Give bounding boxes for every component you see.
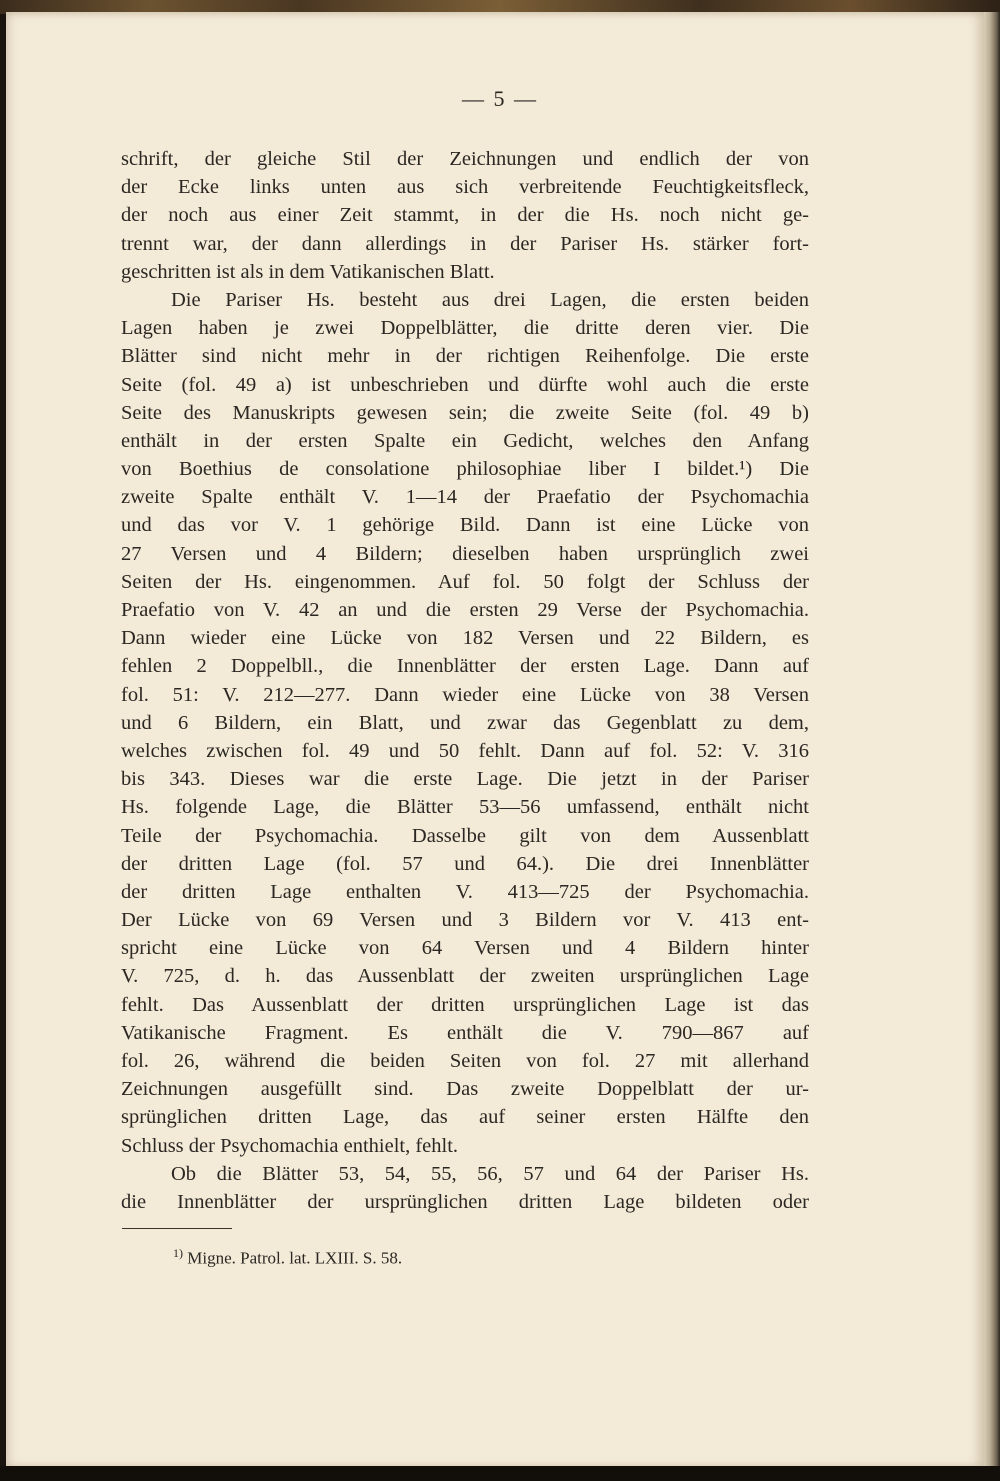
footnote-marker: 1): [173, 1246, 183, 1260]
text-line: der dritten Lage enthalten V. 413—725 der Psychomachia.: [121, 880, 809, 903]
text-line: Seite des Manuskripts gewesen sein; die zweite Seite (fol. 49 b): [121, 401, 809, 424]
text-line: bis 343. Dieses war die erste Lage. Die jetzt in der Pariser: [121, 768, 809, 791]
text-line: spricht eine Lücke von 64 Versen und 4 Bildern hinter: [121, 937, 809, 960]
footnote-text: Migne. Patrol. lat. LXIII. S. 58.: [187, 1248, 403, 1268]
body-text: [121, 145, 809, 1216]
text-line: schrift, der gleiche Stil der Zeichnungen und endlich der von: [121, 148, 809, 170]
text-line: Teile der Psychomachia. Dasselbe gilt von dem Aussenblatt: [121, 824, 809, 847]
text-line: welches zwischen fol. 49 und 50 fehlt. Dann auf fol. 52: V. 316: [121, 739, 809, 762]
text-line: Seiten der Hs. eingenommen. Auf fol. 50 folgt der Schluss der: [121, 570, 809, 593]
text-line: zweite Spalte enthält V. 1—14 der Praefatio der Psychomachia: [121, 486, 809, 509]
text-line: Hs. folgende Lage, die Blätter 53—56 umfassend, enthält nicht: [121, 796, 809, 819]
text-line: der Ecke links unten aus sich verbreitende Feuchtigkeitsfleck,: [121, 176, 809, 199]
text-line: fehlt. Das Aussenblatt der dritten ursprünglichen Lage ist das: [121, 993, 809, 1016]
text-line: Praefatio von V. 42 an und die ersten 29 Verse der Psychomachia.: [121, 599, 809, 621]
text-line: Vatikanische Fragment. Es enthält die V. 790—867 auf: [121, 1021, 809, 1044]
text-line: trennt war, der dann allerdings in der Pariser Hs. stärker fort-: [121, 232, 809, 255]
text-line: sprünglichen dritten Lage, das auf seiner ersten Hälfte den: [121, 1106, 809, 1129]
text-line: Blätter sind nicht mehr in der richtigen Reihenfolge. Die erste: [121, 345, 809, 368]
text-line: die Innenblätter der ursprünglichen dritten Lage bildeten oder: [121, 1190, 809, 1213]
text-line: der dritten Lage (fol. 57 und 64.). Die drei Innenblätter: [121, 852, 809, 875]
text-line: fol. 26, während die beiden Seiten von fol. 27 mit allerhand: [121, 1050, 809, 1072]
text-line: Schluss der Psychomachia enthielt, fehlt.: [121, 1134, 459, 1157]
text-line: Lagen haben je zwei Doppelblätter, die dritte deren vier. Die: [121, 317, 809, 340]
text-line: Der Lücke von 69 Versen und 3 Bildern vor V. 413 ent-: [121, 909, 809, 932]
text-line: Ob die Blätter 53, 54, 55, 56, 57 und 64 der Pariser Hs.: [171, 1162, 809, 1185]
text-line: 27 Versen und 4 Bildern; dieselben haben ursprünglich zwei: [121, 542, 809, 565]
text-line: Dann wieder eine Lücke von 182 Versen und 22 Bildern, es: [121, 627, 809, 650]
text-line: V. 725, d. h. das Aussenblatt der zweiten ursprünglichen Lage: [121, 965, 809, 988]
text-line: und 6 Bildern, ein Blatt, und zwar das Gegenblatt zu dem,: [121, 711, 809, 734]
footnote: [173, 1246, 402, 1269]
text-line: Zeichnungen ausgefüllt sind. Das zweite Doppelblatt der ur-: [121, 1078, 809, 1101]
text-line: geschritten ist als in dem Vatikanischen Blatt.: [121, 260, 495, 283]
book-right-edge: [984, 12, 1000, 1468]
text-line: fehlen 2 Doppelbll., die Innenblätter der ersten Lage. Dann auf: [121, 655, 809, 678]
text-line: der noch aus einer Zeit stammt, in der die Hs. noch nicht ge-: [121, 204, 809, 227]
text-line: und das vor V. 1 gehörige Bild. Dann ist eine Lücke von: [121, 514, 809, 537]
book-bottom-edge: [0, 1466, 1000, 1481]
text-line: Seite (fol. 49 a) ist unbeschrieben und dürfte wohl auch die erste: [121, 373, 809, 396]
text-line: fol. 51: V. 212—277. Dann wieder eine Lücke von 38 Versen: [121, 683, 809, 706]
text-line: Die Pariser Hs. besteht aus drei Lagen, die ersten beiden: [171, 288, 809, 311]
text-line: enthält in der ersten Spalte ein Gedicht, welches den Anfang: [121, 429, 809, 452]
footnote-rule: [122, 1228, 232, 1229]
page-number: — 5 —: [462, 86, 538, 111]
text-line: von Boethius de consolatione philosophiae liber I bildet.¹) Die: [121, 458, 809, 481]
